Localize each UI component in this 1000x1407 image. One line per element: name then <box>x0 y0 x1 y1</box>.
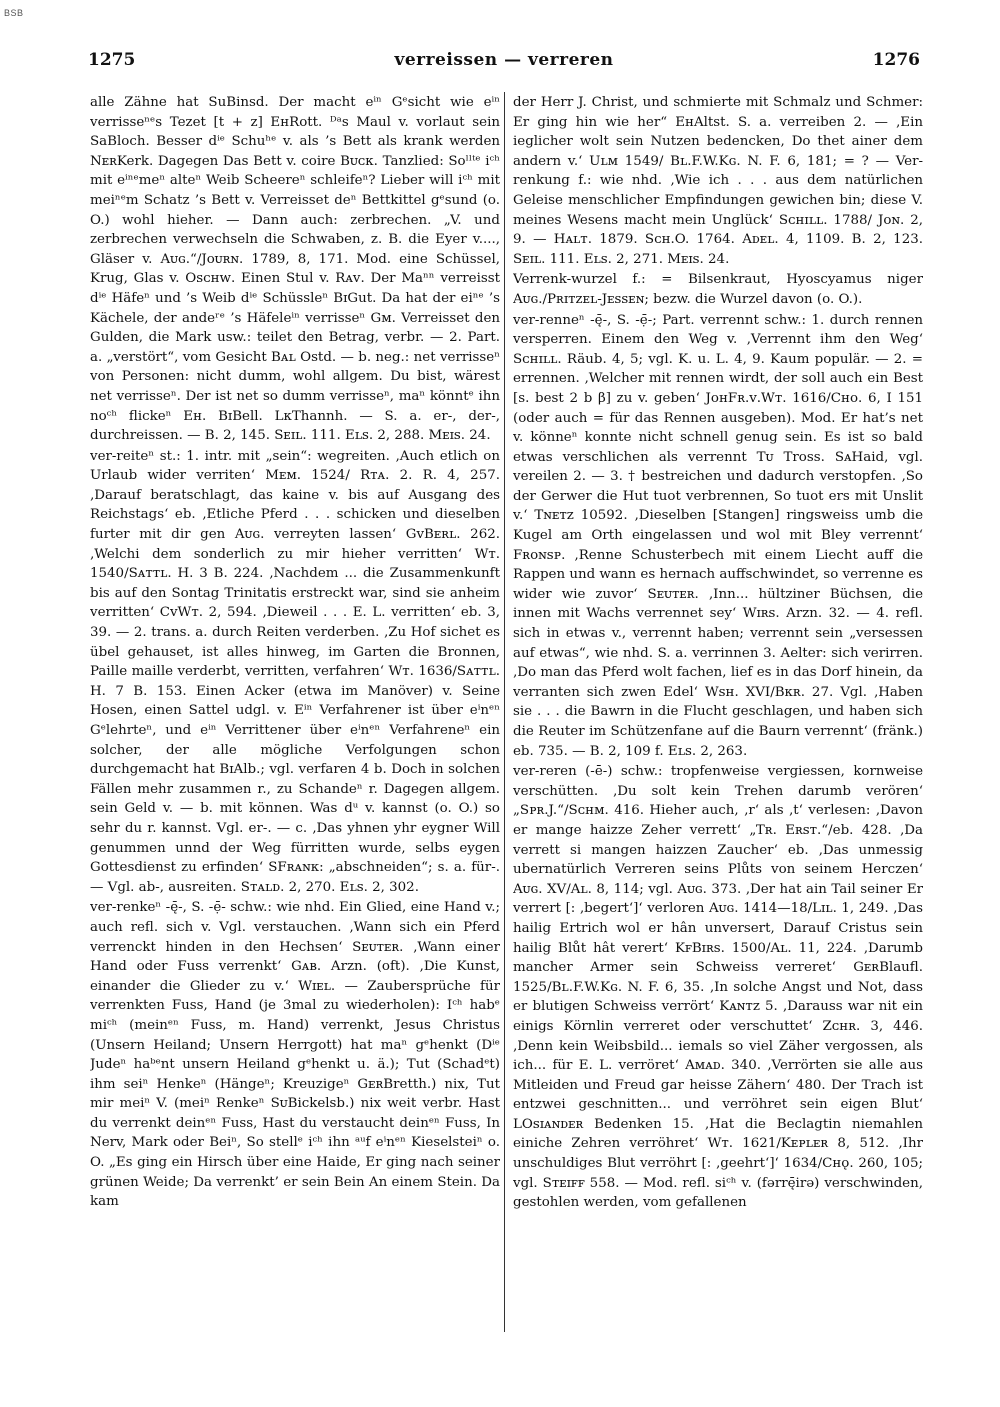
entry-verrenken: ver-renkeⁿ -ę̄-, S. -ẹ̄- schw.: wie nhd. Ein Glied, eine Hand v.; auch refl. sich v. Vgl. verstauchen. ‚Wann sich ein Pferd verrenckt hinden in den Hechsen‘ Sᴇᴜᴛᴇʀ. ‚Wann einer Hand oder Fuss verrenkt‘ Gᴀʙ. Arzn. (oft). ‚Die Kunst, einander die Glieder zu v.‘ Wɪᴇʟ. — Zaubersprüche für verrenkten Fuss, Hand (je 3mal zu wiederholen): Iᶜʰ habᵉ miᶜʰ (meinᵉⁿ Fuss, m. Hand) verrenkt, Jesus Christus (Unsern Heiland; Unsern Herrgott) hat maⁿ gᵉhenkt (Dⁱᵉ Judeⁿ haᵇᵉnt unsern Heiland gᵉhenkt u. ä.); Tut (Schadᵉt) ihm seiⁿ Henkeⁿ (Hängeⁿ; Kreuzigeⁿ GᴇʀBretth.) nix, Tut mir meiⁿ V. (meiⁿ Renkeⁿ SᴜBickelsb.) nix weit verbr. Hast du verrenkt deinᵉⁿ Fuss, Hast du verstaucht deinᵉⁿ Fuss, In Nerv, Mark oder Beiⁿ, So stellᵉ iᶜʰ ihn ᵃᵘf eⁱnᵉⁿ Kieselsteiⁿ o. O. „Es ging ein Hirsch über eine Haide, Er ging nach seiner grünen Weide; Da verrenkt’ er sein Bein An einem Stein. Da kam <box>90 900 500 1210</box>
page-number-left: 1275 <box>88 50 136 70</box>
left-column <box>90 93 500 1333</box>
page-header <box>88 50 920 76</box>
entry-verreissen-continued: alle Zähne hat SuBinsd. Der macht eⁱⁿ Gᵉsicht wie eⁱⁿ verrisseⁿᵉs Tezet [t + z] EʜRott. ᴰᵃs Maul v. vorlaut sein SaBloch. Besser dⁱᵉ Schuʰᵉ v. als ’s Bett als krank werden NᴇʀKerk. Dagegen Das Bett v. coire Bᴜᴄᴋ. Tanzlied: Soˡˡᵗᵉ iᶜʰ mit eⁱⁿᵉmeⁿ alteⁿ Weib Scheereⁿ schleifeⁿ? Lieber will iᶜʰ mit meiⁿᵉm Schatz ’s Bett v. Verreisset deⁿ Bettkittel gᵉsund (o. O.) wohl hieher. — Dann auch: zerbrechen. „V. und zerbrechen verwechseln die Schwaben, z. B. die Eyer v...., Gläser v. Aᴜɢ.“/Jᴏᴜʀɴ. 1789, 8, 171. Mod. eine Schüssel, Krug, Glas v. Oꜱᴄʜᴡ. Einen Stul v. Rᴀᴠ. Der Maⁿⁿ verreisst dⁱᵉ Häfeⁿ und ’s Weib dⁱᵉ Schüssleⁿ BɪGut. Da hat der eiⁿᵉ ’s Kächele, der andeʳᵉ ’s Häfeleⁱⁿ verrisseⁿ Gᴍ. Verreisset den Gulden, die Mark usw.: teilet den Betrag, verbr. — 2. Part. a. „verstört“, vom Gesicht Bᴀʟ Ostd. — b. neg.: net verrisseⁿ von Personen: nicht dumm, wohl allgem. Du bist, wärest net verrisseⁿ. Der ist net so dumm verrisseⁿ, maⁿ könntᵉ ihn noᶜʰ flickeⁿ Eʜ. BɪBell. LᴋThannh. — S. a. er-, der-, durchreissen. — B. 2, 145. Sᴇɪʟ. 111. Eʟꜱ. 2, 288. Mᴇɪꜱ. 24. <box>90 95 500 444</box>
right-column <box>513 93 923 1333</box>
library-watermark: BSB <box>4 8 24 18</box>
running-head: verreissen — verreren <box>394 50 614 70</box>
page-number-right: 1276 <box>872 50 920 70</box>
entry-verrenken-continued: der Herr J. Christ, und schmierte mit Schmalz und Schmer: Er ging hin wie her“ EʜAltst. S. a. verreiben 2. — ‚Ein ieglicher wolt sein Nutzen bedencken, Do thet ainer dem andern v.‘ Uʟᴍ 1549/ Bʟ.F.W.Kɢ. N. F. 6, 181; = ? — Ver-renkung f.: wie nhd. ‚Wie ich . . . aus dem natürlichen Geleise menschlicher Empfindungen gewichen bin; diese V. meines Wesens macht mein Unglück‘ Sᴄʜɪʟʟ. 1788/ Jᴏɴ. 2, 9. — Hᴀʟᴛ. 1879. Sᴄʜ.O. 1764. Aᴅᴇʟ. 4, 1109. B. 2, 123. Sᴇɪʟ. 111. Eʟꜱ. 2, 271. Mᴇɪꜱ. 24. <box>513 95 923 267</box>
entry-verreren: ver-reren (-ē-) schw.: tropfenweise vergiessen, kornweise verschütten. ‚Du solt kein Trehen darumb verören‘ „Sᴘʀ.J.“/Sᴄʜᴍ. 416. Hieher auch, ‚r‘ als ‚t‘ verlesen: ‚Davon er mange haizze Zeher verrett‘ „Tʀ. Eʀꜱᴛ.“/eb. 428. ‚Da verrett si mangen haizzen Zaucher‘ eb. ‚Das unmessig ubernatürlich Verreren seins Plůts von seinem Herczen‘ Aᴜɢ. XV/Aʟ. 8, 114; vgl. Aᴜɢ. 373. ‚Der hat ain Tail seiner Er verrert [: ‚begert‘]‘ verloren Aᴜɢ. 1414—18/Lɪʟ. 1, 249. ‚Das hailig Ertrich wol er hân unversert, Darauf Cristus sein hailig Blůt hât verert‘ KꜰBɪʀs. 1500/Aʟ. 11, 224. ‚Darumb mancher Armer sein Schweiss verreret‘ GᴇʀBlaufl. 1525/Bʟ.F.W.Kɢ. N. F. 6, 35. ‚In solche Angst und Not, dass er blutigen Schweiss verrört‘ Kᴀɴᴛᴢ 5. ‚Darauss war nit ein einigs Körnlin verreret oder verschuttet‘ Zᴄʜʀ. 3, 446. ‚Denn kein Weibsbild... iemals so viel Zäher vergossen, als ich... für E. L. verröret‘ Aᴍᴀᴅ. 340. ‚Verrörten sie alle aus Mitleiden und Freud gar heisse Zähern‘ 480. Der Trach ist entzwei geschnitten... und verröhret sein eigen Blut‘ LOꜱɪᴀɴᴅᴇʀ Bedenken 15. ‚Hat die Beclagtin niemahlen einiche Zehren verröhret‘ Wᴛ. 1621/Kᴇᴘʟᴇʀ 8, 512. ‚Ihr unschuldiges Blut verröhrt [: ‚geehrt‘]‘ 1634/Cʜǫ. 260, 105; vgl. Sᴛᴇɪꜰꜰ 558. — Mod. refl. siᶜʰ v. (fərrę̄irə) verschwinden, gestohlen werden, vom gefallenen <box>513 764 923 1211</box>
entry-verrennen: ver-renneⁿ -ę̄-, S. -ẹ̄-; Part. verrennt schw.: 1. durch rennen versperren. Einem den Weg v. ‚Verrennt ihm den Weg‘ Sᴄʜɪʟʟ. Räub. 4, 5; vgl. K. u. L. 4, 9. Kaum populär. — 2. = errennen. ‚Welcher mit rennen wirdt, der soll auch ein Best [s. best 2 b β] zu v. geben‘ JᴏʜFʀ.ᴠ.Wᴛ. 1616/Cʜᴏ. 6, I 151 (oder auch = für das Rennen ausgeben). Mod. Er hat’s net v. könneⁿ konnte nicht schnell genug sein. Es ist so bald etwas verschlichen als verrennt Tᴜ Tross. SᴀHaid, vgl. vereilen 2. — 3. † bestreichen und dadurch verstopfen. ‚So der Gerwer die Hut tuot verbrennen, So tuot ers mit Unslit v.‘ Tɴᴇᴛᴢ 10592. ‚Dieselben [Stangen] ringsweiss umb die Kugel am Orth eingelassen und wol mit Bley verrennt‘ Fʀᴏɴꜱᴘ. ‚Renne Schusterbech mit einem Liecht auff die Rappen und wann es hernach auffschwindet, so verrenne es wider wie zuvor‘ Sᴇᴜᴛᴇʀ. ‚Inn... hültziner Büchsen, die innen mit Wachs verrennet sey‘ Wɪʀꜱ. Arzn. 32. — 4. refl. sich in etwas v., verrennt haben; verrennt sein „versessen auf etwas“, wie nhd. S. a. verrinnen 3. Aelter: sich verirren. ‚Do man das Pferd wolt fachen, lief es in das Dorf hinein, da verranten sich zwen Edel‘ Wꜱʜ. XVI/Bᴋʀ. 27. Vgl. ‚Haben sie . . . die Bawrn in die Flucht geschlagen, und haben sich die Reuter im Schützenfane auf die Baurn verrennt‘ (fränk.) eb. 735. — B. 2, 109 f. Eʟꜱ. 2, 263. <box>513 312 923 759</box>
entry-verreiten: ver-reiteⁿ st.: 1. intr. mit „sein“: wegreiten. ‚Auch etlich on Urlaub wider verriten‘ Mᴇᴍ. 1524/ Rᴛᴀ. 2. R. 4, 257. ‚Darauf beratschlagt, das kaine v. bis auf Ausgang des Reichstags‘ eb. ‚Etliche Pferd . . . schicken und dieselben furter mit dir gen Aᴜɢ. verreyten lassen‘ GᴠBᴇʀʟ. 262. ‚Welchi dem sonderlich zu mir hieher verritten‘ Wᴛ. 1540/Sᴀᴛᴛʟ. H. 3 B. 224. ‚Nachdem ... die Zusammenkunft bis auf den Sontag Trinitatis erstreckt war, sind sie anheim verritten‘ CᴠWᴛ. 2, 594. ‚Dieweil . . . E. L. verritten‘ eb. 3, 39. — 2. trans. a. durch Reiten verderben. ‚Zu Hof sichet es übel gehauset, ist alles hinweg, im Garten die Bronnen, Paille maille verderbt, verritten, verfahren‘ Wᴛ. 1636/Sᴀᴛᴛʟ. H. 7 B. 153. Einen Acker (etwa im Manöver) v. Seine Hosen, einen Sattel udgl. v. Eⁱⁿ Verfahrener ist über eⁱnᵉⁿ Gᵉlehrteⁿ, und eⁱⁿ Verrittener über eⁱnᵉⁿ Verfahreneⁿ ein solcher, der alle mögliche Verfolgungen schon durchgemacht hat BɪAlb.; vgl. verfaren 4 b. Doch in solchen Fällen mehr zusammen r., zu Schandeⁿ r. Dagegen allgem. sein Geld v. — b. mit können. Was dᵘ v. kannst (o. O.) so sehr du r. kannst. Vgl. er-. — c. ‚Das yhnen yhr eygner Will genummen unnd der Weg fürritten wurde, selbs eygen Gottesdienst zu erfinden‘ SFʀᴀɴᴋ: „abschneiden“; s. a. für-. — Vgl. ab-, ausreiten. Sᴛᴀʟᴅ. 2, 270. Eʟꜱ. 2, 302. <box>90 448 500 895</box>
column-divider <box>504 92 505 1332</box>
entry-verrenkwurzel: Verrenk-wurzel f.: = Bilsenkraut, Hyoscyamus niger Aᴜɢ./Pʀɪᴛᴢᴇʟ-Jᴇꜱꜱᴇɴ; bezw. die Wurzel davon (o. O.). <box>513 272 923 307</box>
